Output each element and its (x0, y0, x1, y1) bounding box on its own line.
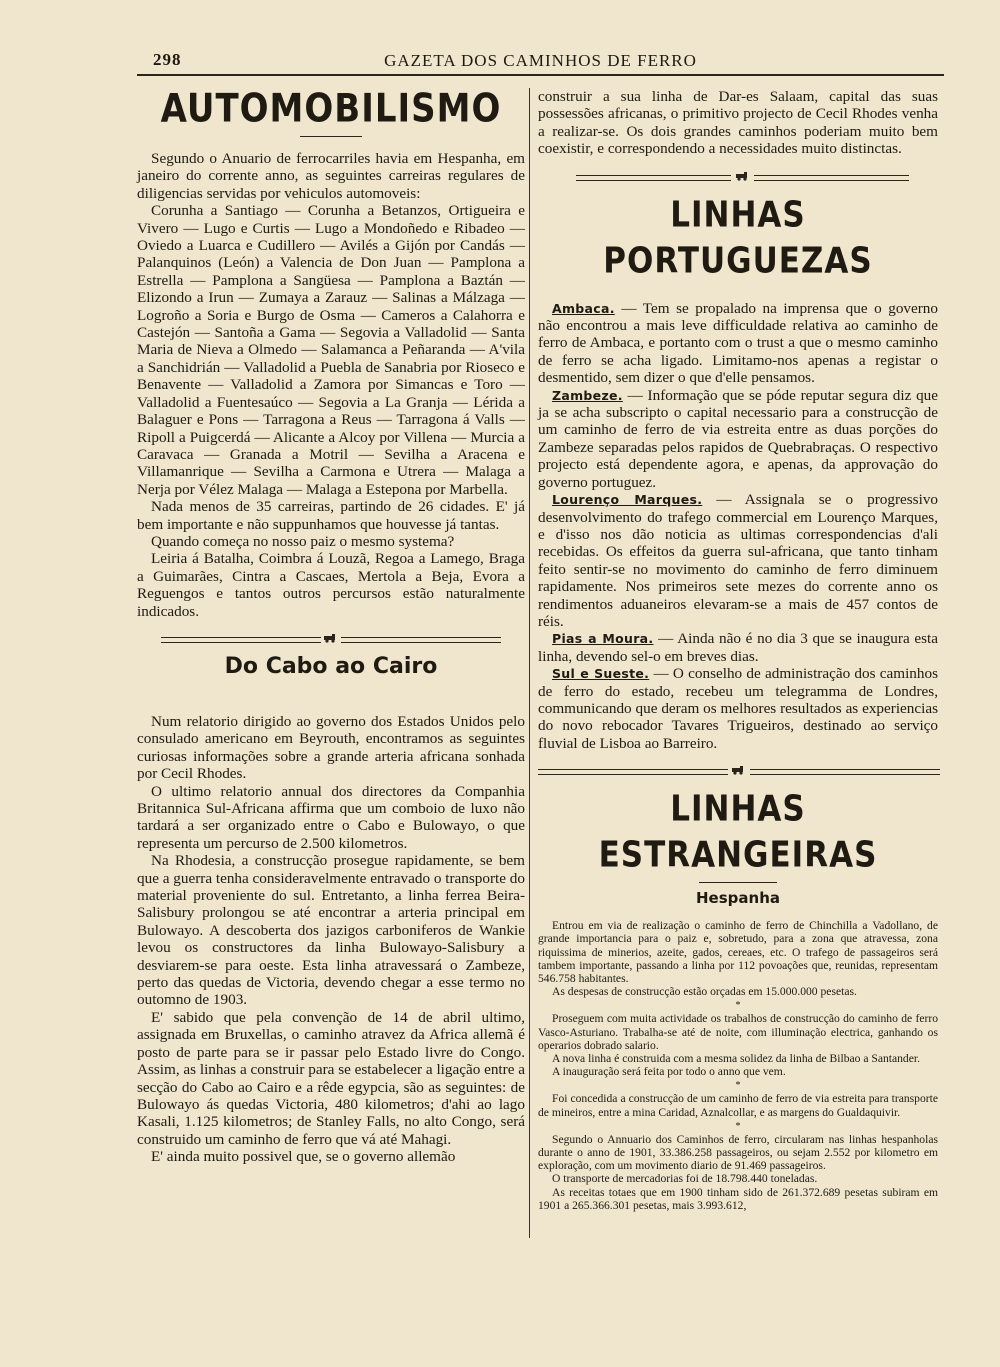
locomotive-icon (730, 765, 748, 775)
news-item (538, 665, 938, 752)
hespanha-subtitle: Hespanha (696, 889, 780, 908)
news-item (538, 491, 938, 630)
news-paragraph: Segundo o Annuario dos Caminhos de ferro, circularam nas linhas hespanholas durante o anno de 1901, 33.386.258 passageiros, ou sejam 2.552 por kilometro em exploração, com um movimento diario de 91.469 passageiros. (538, 1132, 938, 1173)
article-paragraph: Leiria á Batalha, Coimbra á Louzã, Regoa a Lamego, Braga a Guimarães, Cintra a Cascaes, Mertola a Beja, Evora a Reguengos e tantos outros percursos estão naturalmente indicados. (137, 550, 525, 620)
automobilismo-title: AUTOMOBILISMO (160, 86, 502, 132)
news-paragraph: Entrou em via de realização o caminho de ferro de Chinchilla a Vadollano, de grande importancia para o paiz e, sobretudo, para a zona que atravessa, zona riquissima de minerios, azeite, gados, cereaes, etc. O trafego de passageiros será tambem importante, passando a linha por 112 povoações que, reunidas, representam 546.758 habitantes. (538, 919, 938, 985)
article-paragraph: Quando começa no nosso paiz o mesmo systema? (151, 532, 455, 550)
right-column (538, 88, 938, 1212)
section-ornament (538, 766, 938, 776)
linhas-estrangeiras-title: LINHAS ESTRANGEIRAS (598, 788, 878, 876)
column-divider (529, 88, 530, 1238)
news-paragraph: A inauguração será feita por todo o anno que vem. (552, 1065, 786, 1079)
news-paragraph: As despesas de construcção estão orçadas em 15.000.000 pesetas. (552, 985, 857, 999)
left-column (137, 88, 525, 1166)
separator-star: * (735, 1000, 741, 1012)
section-ornament (137, 634, 525, 644)
article-paragraph: Nada menos de 35 carreiras, partindo de 26 cidades. E' já bem importante e não suppunhamos que houvesse já tantas. (137, 498, 525, 533)
page-number: 298 (153, 50, 182, 69)
separator-star: * (735, 1080, 741, 1092)
cabo-cairo-title: Do Cabo ao Cairo (224, 653, 438, 679)
news-text: — Assignala se o progressivo desenvolvimento do trafego commercial em Lourenço Marques, e d'isso nos dão noticia as ultimas correspondencias d'ali recebidas. Os effeitos da guerra sul-africana, que tanto tinham feito sentir-se no movimento do caminho de ferro diminuem rapidamente. Nos primeiros sete mezes do corrente anno os rendimentos aduaneiros elevaram-se a mais de 457 contos de réis. (538, 491, 939, 630)
news-paragraph: A nova linha é construida com a mesma solidez da linha de Bilbao a Santander. (552, 1052, 920, 1066)
news-paragraph: O transporte de mercadorias foi de 18.798.440 toneladas. (552, 1172, 818, 1186)
news-heading: Zambeze. (552, 387, 623, 403)
article-paragraph: Corunha a Santiago — Corunha a Betanzos, Ortigueira e Vivero — Lugo e Curtis — Lugo a Mondoñedo e Ribadeo — Oviedo a Luarca e Cudillero — Avilés a Gijón por Candás — Palanquinos (León) a Valencia de Don Juan — Pamplona a Estrella — Pamplona a Sangüesa — Pamplona a Baztán — Elizondo a Irun — Zumaya a Zarauz — Salinas a Málzaga — Logroño a Soria e Burgo de Osma — Cameros a Calahorra e Castejón — Santoña a Gama — Segovia a Valladolid — Santa Maria de Nieva a Olmedo — Salamanca a Peñaranda — A'vila a Sanchidrián — Valladolid a Puebla de Sanabria por Rioseco e Benavente — Valladolid a Zamora por Simancas e Toro — Valladolid a Fuentesaúco — Segovia a La Granja — Lérida a Balaguer e Pons — Tarragona a Reus — Tarragona á Valls — Ripoll a Puigcerdá — Alicante a Alcoy por Villena — Murcia a Caravaca — Granada a Motril — Sevilha a Aracena e Villamanrique — Sevilha a Carmona e Utrera — Malaga a Nerja por Vélez Malaga — Malaga a Estepona por Marbella. (137, 202, 525, 498)
news-paragraph: Foi concedida a construcção de um caminho de ferro de via estreita para transporte de mineiros, entre a mina Caridad, Aznalcollar, e as margens do Gualdaquivir. (538, 1092, 938, 1119)
news-paragraph: As receitas totaes que em 1900 tinham sido de 261.372.689 pesetas subiram em 1901 a 265.366.301 pesetas, mais 3.993.612, (538, 1185, 938, 1212)
news-item (538, 387, 938, 491)
hespanha-news (538, 919, 938, 1212)
article-paragraph: E' ainda muito possivel que, se o governo allemão (151, 1148, 456, 1166)
article-paragraph: Num relatorio dirigido ao governo dos Estados Unidos pelo consulado americano em Beyrouth, encontramos as seguintes curiosas informações sobre a grande arteria africana sonhada por Cecil Rhodes. (137, 712, 525, 783)
section-ornament (538, 172, 938, 182)
news-heading: Sul e Sueste. (552, 666, 650, 682)
article-paragraph: O ultimo relatorio annual dos directores da Companhia Britannica Sul-Africana affirma que um comboio de luxo não tardará a ser organizado entre o Cabo e Bulowayo, o que representa um percurso de 2.500 kilometros. (137, 782, 525, 852)
locomotive-icon (734, 171, 752, 181)
news-paragraph: Proseguem com muita actividade os trabalhos de construcção do caminho de ferro Vasco-Asturiano. Trabalha-se até de noite, com illuminação electrica, ganhando os operarios dobrado salario. (538, 1012, 938, 1052)
news-heading: Ambaca. (552, 300, 615, 316)
news-text: — Ainda não é no dia 3 que se inaugura esta linha, devendo sel-o em breves dias. (538, 630, 938, 665)
news-heading: Pias a Moura. (552, 631, 654, 647)
article-paragraph: Segundo o Anuario de ferrocarriles havia em Hespanha, em janeiro do corrente anno, as seguintes carreiras regulares de diligencias servidas por vehiculos automoveis: (137, 150, 525, 202)
news-item (538, 300, 938, 387)
news-text: — O conselho de administração dos caminhos de ferro do estado, recebeu um telegramma de Londres, communicando que deram os melhores resultados as experiencias do novo rebocador Tavares Trigueiros, destinado ao serviço fluvial de Lisboa ao Barreiro. (538, 665, 938, 752)
title-rule (699, 882, 777, 883)
journal-title: GAZETA DOS CAMINHOS DE FERRO (384, 51, 697, 70)
news-text: — Tem se propalado na imprensa que o governo não encontrou a mais leve difficuldade relativa ao caminho de ferro de Ambaca, e portanto com o trust a que o mesmo caminho de ferro se acha ligado. Limitamo-nos apenas a registar o desmentido, sem dizer o que d'elle pensamos. (538, 299, 938, 387)
news-text: — Informação que se póde reputar segura diz que ja se acha subscripto o capital necessario para a construcção de um caminho de ferro de via estreita entre as duas porções do Zambeze separadas pelos rapidos de Quebrabraças. O respectivo projecto está dependente agora, e apenas, da approvação do governo portuguez. (538, 386, 938, 491)
continued-paragraph: construir a sua linha de Dar-es Salaam, capital das suas possessões africanas, o primitivo projecto de Cecil Rhodes venha a realizar-se. Os dois grandes caminhos poderiam muito bem coexistir, e correspondendo a necessidades muito distinctas. (538, 88, 938, 158)
news-item (538, 630, 938, 665)
locomotive-icon (322, 633, 340, 643)
separator-star: * (735, 1120, 741, 1132)
article-paragraph: Na Rhodesia, a construcção prosegue rapidamente, se bem que a guerra tenha consideravelmente entravado o transporte do material proveniente do sul. Entretanto, a linha ferrea Beira-Salisbury prolongou se até encontrar a arteria principal em Bulowayo. A descoberta dos jazigos carboniferos de Wankie levou os constructores da linha Bulowayo-Salisbury a desviarem-se para oeste. Esta linha atravessará o Zambeze, perto das quedas de Victoria, devendo chegar a esse termo no outomno de 1903. (137, 852, 525, 1009)
news-heading: Lourenço Marques. (552, 492, 703, 508)
article-paragraph: E' sabido que pela convenção de 14 de abril ultimo, assignada em Bruxellas, o caminho atravez da Africa allemã é posto de parte para se ir passar pelo Estado livre do Congo. Assim, as linhas a construir para se estabelecer a ligação entre a secção do Cabo ao Cairo e a rêde egypcia, são as seguintes: de Bulowayo ás quedas Victoria, 480 kilometros; d'ahi ao lago Kasali, 1.125 kilometros; de Stanley Falls, no alto Congo, será construido um caminho de ferro que vá até Mahagi. (137, 1008, 525, 1148)
page-header (137, 48, 944, 76)
linhas-portuguezas-title: LINHAS PORTUGUEZAS (603, 193, 873, 282)
